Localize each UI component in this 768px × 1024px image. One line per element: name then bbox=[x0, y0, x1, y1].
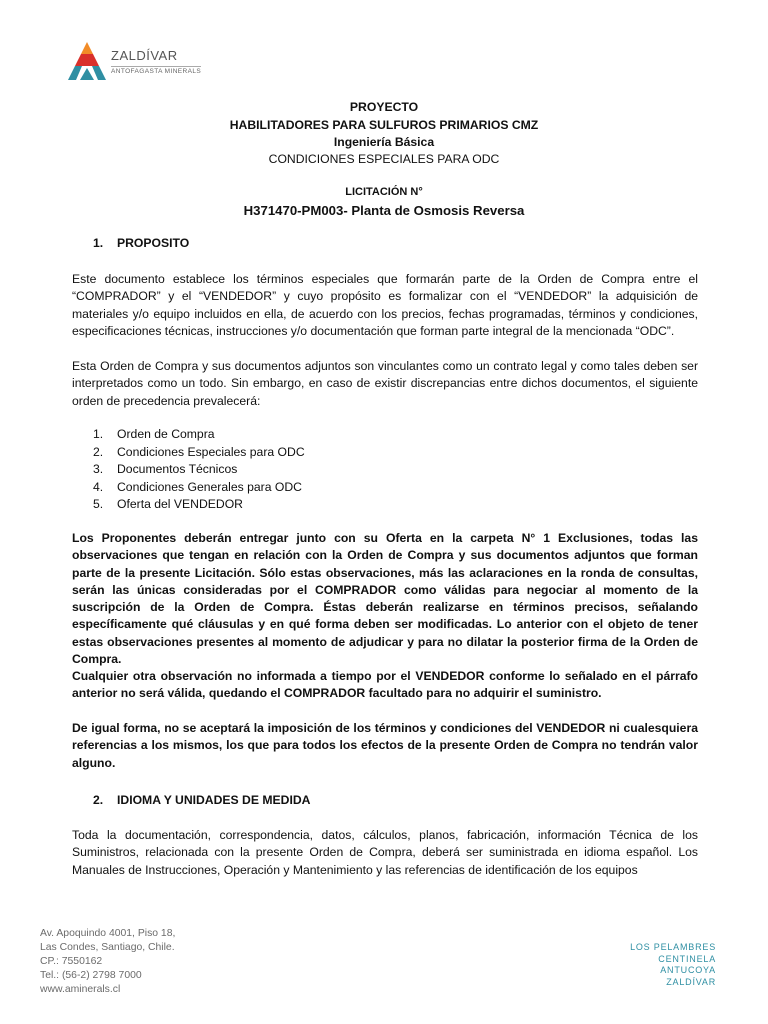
list-item: 1. Orden de Compra bbox=[93, 427, 215, 441]
licitacion-number: H371470-PM003- Planta de Osmosis Reversa bbox=[243, 203, 525, 218]
website-link[interactable]: www.aminerals.cl bbox=[40, 984, 121, 995]
header-stage: Ingeniería Básica bbox=[333, 135, 435, 149]
footer-address: Av. Apoquindo 4001, Piso 18, Las Condes, Santiago, Chile. CP.: 7550162 Tel.: (56-2) 2798 7000 www.aminerals.cl bbox=[40, 928, 176, 995]
section-number: 1. bbox=[93, 236, 104, 250]
company-logo bbox=[66, 40, 216, 88]
footer-mines-list: LOS PELAMBRES CENTINELA ANTUCOYA ZALDÍVAR bbox=[630, 942, 716, 987]
header-project-name: HABILITADORES PARA SULFUROS PRIMARIOS CMZ bbox=[229, 118, 539, 132]
paragraph: Los Proponentes deberán entregar junto con su Oferta en la carpeta N° 1 Exclusiones, todas las observaciones que tengan en relación con la Orden de Compra y sus documentos adjuntos que forman parte de la presente Licitación. Sólo estas observaciones, más las aclaraciones en la ronda de consultas, serán las únicas consideradas por el COMPRADOR como válidas para negociar al momento de la suscripción de la Orden de Compra. Éstas deberán realizarse en términos precisos, señalando específicamente qué cláusulas y en qué forma deben ser modificadas. Lo anterior con el objeto de tener estas observaciones presentes al momento de adjudicar y para no dilatar la posterior firma de la Orden de Compra. bbox=[72, 531, 698, 667]
logo-name: ZALDÍVAR bbox=[111, 48, 178, 63]
section-title: IDIOMA Y UNIDADES DE MEDIDA bbox=[117, 793, 311, 807]
section-title: PROPOSITO bbox=[117, 236, 190, 250]
header-doc-title: CONDICIONES ESPECIALES PARA ODC bbox=[268, 152, 500, 166]
section-2-heading bbox=[93, 793, 310, 807]
licitacion-label: LICITACIÓN N° bbox=[345, 186, 423, 198]
paragraph: Cualquier otra observación no informada a tiempo por el VENDEDOR conforme lo señalado en el párrafo anterior no será válida, quedando el COMPRADOR facultado para no adquirir el suministro. bbox=[72, 669, 698, 701]
section-1-heading bbox=[93, 236, 189, 250]
paragraph: Este documento establece los términos especiales que formarán parte de la Orden de Compra entre el “COMPRADOR” y el “VENDEDOR” y cuyo propósito es formalizar con el “VENDEDOR” la adquisición de materiales y/o equipo incluidos en ella, de acuerdo con los precios, fechas programadas, términos y condiciones, especificaciones técnicas, instrucciones y/o documentación que forman parte integral de la mencionada “ODC”. bbox=[72, 272, 698, 338]
zaldivar-mountain-icon bbox=[66, 40, 108, 84]
paragraph: De igual forma, no se aceptará la imposición de los términos y condiciones del VENDEDOR ni cualesquiera referencias a los mismos, los que para todos los efectos de la presente Orden de Compra no tendrán valor alguno. bbox=[72, 721, 698, 770]
list-item: 4. Condiciones Generales para ODC bbox=[93, 479, 302, 494]
header-project: PROYECTO bbox=[349, 100, 419, 114]
section-number: 2. bbox=[93, 793, 104, 807]
paragraph: Toda la documentación, correspondencia, datos, cálculos, planos, fabricación, información Técnica de los Suministros, relacionada con la presente Orden de Compra, deberá ser suministrada en idioma español. Los Manuales de Instrucciones, Operación y Mantenimiento y las referencias de identificación de los equipos bbox=[72, 828, 698, 877]
logo-subtitle: ANTOFAGASTA MINERALS bbox=[111, 68, 202, 75]
precedence-list bbox=[93, 426, 305, 514]
paragraph: Esta Orden de Compra y sus documentos adjuntos son vinculantes como un contrato legal y como tales deben ser interpretados como un todo. Sin embargo, en caso de existir discrepancias entre dichos documentos, el siguiente orden de precedencia prevalecerá: bbox=[72, 359, 698, 408]
list-item: 3. Documentos Técnicos bbox=[93, 462, 238, 476]
list-item: 2. Condiciones Especiales para ODC bbox=[93, 444, 305, 459]
list-item: 5. Oferta del VENDEDOR bbox=[93, 497, 243, 511]
